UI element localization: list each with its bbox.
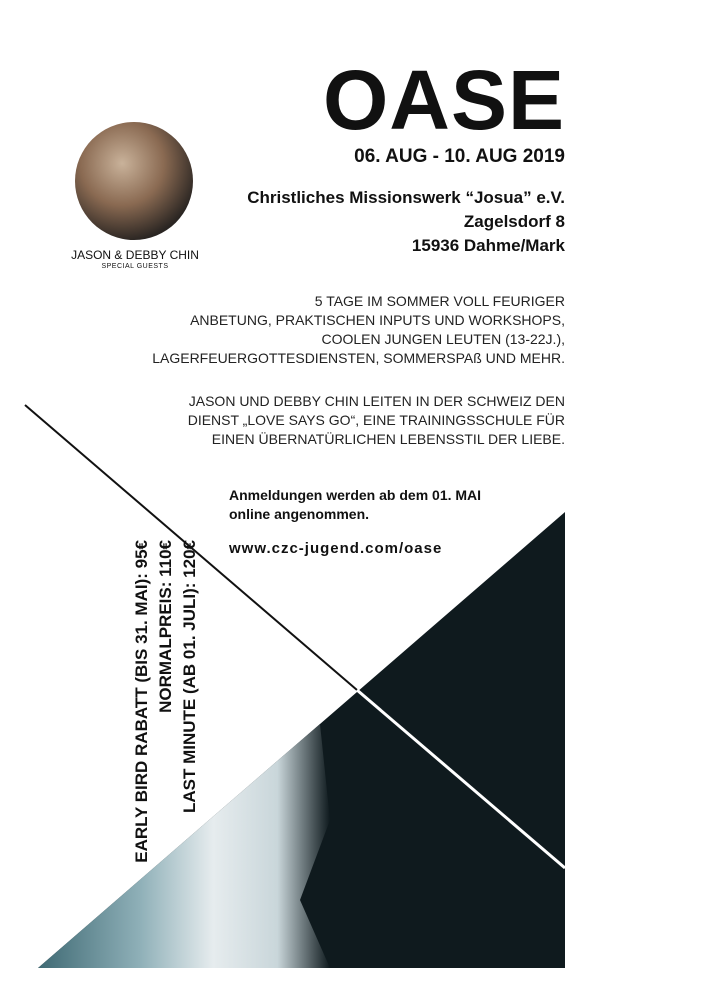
text-line: 5 TAGE IM SOMMER VOLL FEURIGER: [314, 293, 565, 309]
price-last-minute: LAST MINUTE (AB 01. JULI): 120€: [180, 540, 199, 813]
guests-photo: [75, 122, 193, 240]
event-title: OASE: [322, 53, 565, 147]
address-line: 15936 Dahme/Mark: [411, 236, 565, 255]
website-link[interactable]: www.czc-jugend.com/oase: [229, 540, 443, 557]
registration-note: [229, 486, 481, 524]
price-list: [130, 540, 202, 870]
address-line: Christliches Missionswerk “Josua” e.V.: [247, 188, 565, 207]
guests-paragraph: [188, 392, 565, 449]
price-early-bird: EARLY BIRD RABATT (BIS 31. MAI): 95€: [132, 540, 151, 863]
description-paragraph: [152, 292, 565, 368]
ocean-dark-area: [38, 512, 565, 968]
event-dates: 06. AUG - 10. AUG 2019: [354, 146, 565, 167]
guests-subtitle: SPECIAL GUESTS: [101, 263, 169, 270]
price-normal: NORMALPREIS: 110€: [156, 540, 175, 713]
guests-name: JASON & DEBBY CHIN: [71, 248, 199, 262]
text-line: DIENST „LOVE SAYS GO“, EINE TRAININGSSCHULE FÜR: [187, 412, 565, 428]
address-line: Zagelsdorf 8: [463, 212, 565, 231]
text-line: COOLEN JUNGEN LEUTEN (13-22J.),: [321, 331, 565, 347]
text-line: LAGERFEUERGOTTESDIENSTEN, SOMMERSPAß UND MEHR.: [152, 350, 565, 366]
text-line: EINEN ÜBERNATÜRLICHEN LEBENSSTIL DER LIEBE.: [211, 431, 565, 447]
text-line: Anmeldungen werden ab dem 01. MAI: [229, 487, 482, 503]
text-line: JASON UND DEBBY CHIN LEITEN IN DER SCHWEIZ DEN: [188, 393, 565, 409]
text-line: ANBETUNG, PRAKTISCHEN INPUTS UND WORKSHOPS,: [190, 312, 565, 328]
text-line: online angenommen.: [229, 506, 370, 522]
event-address: [247, 186, 565, 258]
